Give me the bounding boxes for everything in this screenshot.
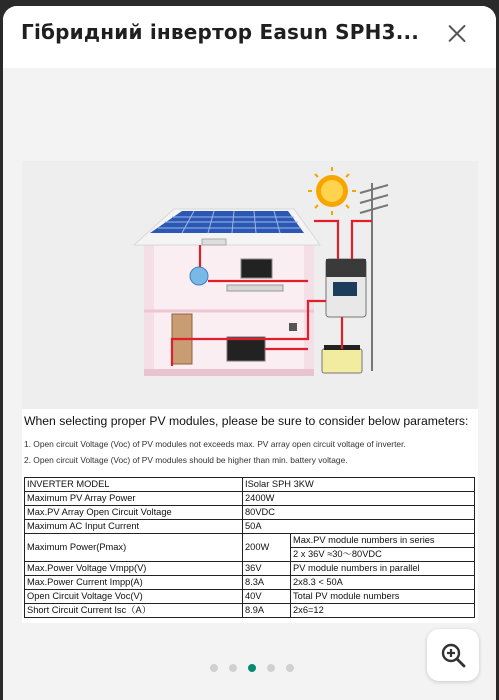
product-image-viewer: [3, 6, 496, 700]
zoom-button[interactable]: [427, 629, 479, 681]
solar-house-diagram: [22, 161, 478, 409]
table-cell: Short Circuit Current Isc（A）: [25, 604, 243, 618]
table-cell: 40V: [243, 590, 291, 604]
table-row: [25, 534, 475, 548]
table-cell: Maximum Power(Pmax): [25, 534, 243, 562]
table-cell: 2x8.3 < 50A: [291, 576, 475, 590]
table-cell: Maximum PV Array Power: [25, 492, 243, 506]
table-cell: 80VDC: [243, 506, 475, 520]
table-cell: Max.Power Voltage Vmpp(V): [25, 562, 243, 576]
table-cell: 8.3A: [243, 576, 291, 590]
tv-icon: [227, 337, 265, 361]
pv-selection-heading: When selecting proper PV modules, please be sure to consider below parameters:: [24, 414, 469, 428]
table-cell: INVERTER MODEL: [25, 478, 243, 492]
table-row: [25, 590, 475, 604]
fan-icon: [190, 267, 208, 285]
socket-icon: [289, 323, 297, 331]
table-cell: 2 x 36V ≈30〜80VDC: [291, 548, 475, 562]
table-cell: 200W: [243, 534, 291, 562]
inverter-icon: [326, 259, 366, 317]
gallery-dot[interactable]: [248, 664, 256, 672]
table-cell: 50A: [243, 520, 475, 534]
table-cell: Max.Power Current Impp(A): [25, 576, 243, 590]
table-cell: Max.PV module numbers in series: [291, 534, 475, 548]
table-row: [25, 492, 475, 506]
table-cell: 8.9A: [243, 604, 291, 618]
monitor-icon: [241, 259, 272, 278]
table-row: [25, 604, 475, 618]
table-row: [25, 562, 475, 576]
viewer-header: [3, 6, 496, 68]
table-row: [25, 576, 475, 590]
close-icon[interactable]: [443, 20, 471, 48]
table-cell: Total PV module numbers: [291, 590, 475, 604]
table-cell: Max.PV Array Open Circuit Voltage: [25, 506, 243, 520]
gallery-dot[interactable]: [286, 664, 294, 672]
table-cell: 2x6=12: [291, 604, 475, 618]
table-cell: Open Circuit Voltage Voc(V): [25, 590, 243, 604]
gallery-dot[interactable]: [267, 664, 275, 672]
table-row: [25, 478, 475, 492]
gallery-dot[interactable]: [210, 664, 218, 672]
table-cell: Maximum AC Input Current: [25, 520, 243, 534]
inverter-spec-table: [24, 477, 475, 618]
zoom-in-icon: [440, 642, 466, 668]
pv-note-1: 1. Open circuit Voltage (Voc) of PV modules not exceeds max. PV array open circuit voltage of inverter.: [24, 439, 406, 449]
table-row: [25, 520, 475, 534]
table-cell: 2400W: [243, 492, 475, 506]
gallery-dot[interactable]: [229, 664, 237, 672]
light-icon: [202, 239, 226, 245]
page-title: Гібридний інвертор Easun SPH3...: [21, 20, 420, 44]
table-row: [25, 506, 475, 520]
product-image: [22, 161, 478, 623]
pv-note-2: 2. Open circuit Voltage (Voc) of PV modules should be higher than min. battery voltage.: [24, 455, 348, 465]
table-cell: PV module numbers in parallel: [291, 562, 475, 576]
table-cell: 36V: [243, 562, 291, 576]
desk-icon: [227, 285, 283, 291]
battery-icon: [322, 345, 362, 373]
table-cell: ISolar SPH 3KW: [243, 478, 475, 492]
